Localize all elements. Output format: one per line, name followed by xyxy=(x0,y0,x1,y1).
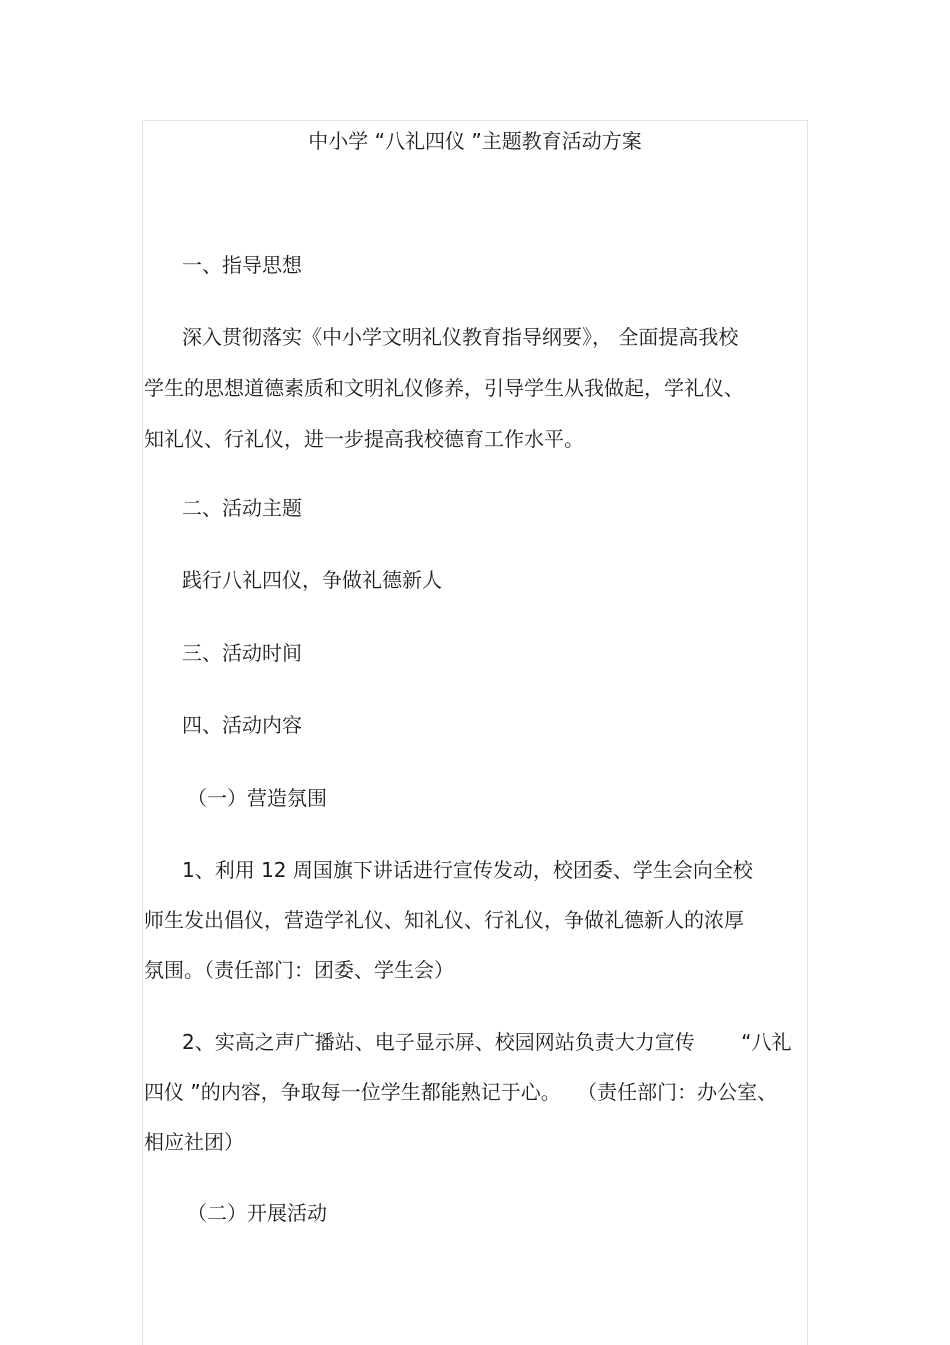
subsection-heading-activities: （二）开展活动 xyxy=(187,1201,327,1225)
paragraph-line: 践行八礼四仪，争做礼德新人 xyxy=(182,568,442,592)
paragraph-line: 知礼仪、行礼仪，进一步提高我校德育工作水平。 xyxy=(144,427,584,451)
paragraph-line: 学生的思想道德素质和文明礼仪修养，引导学生从我做起，学礼仪、 xyxy=(144,376,744,400)
paragraph-line: 相应社团） xyxy=(144,1130,244,1154)
section-heading-activity-time: 三、活动时间 xyxy=(182,641,302,665)
section-heading-activity-theme: 二、活动主题 xyxy=(182,496,302,520)
section-heading-guiding-ideology: 一、指导思想 xyxy=(182,253,302,277)
document-title: 中小学 “八礼四仪 ”主题教育活动方案 xyxy=(308,129,642,153)
paragraph-line: 师生发出倡仪，营造学礼仪、知礼仪、行礼仪，争做礼德新人的浓厚 xyxy=(144,908,744,932)
paragraph-line: 2、实高之声广播站、电子显示屏、校园网站负责大力宣传 “八礼 xyxy=(182,1030,792,1054)
section-heading-activity-content: 四、活动内容 xyxy=(182,713,302,737)
subsection-heading-atmosphere: （一）营造氛围 xyxy=(187,786,327,810)
paragraph-line: 四仪 ”的内容，争取每一位学生都能熟记于心。 （责任部门：办公室、 xyxy=(144,1080,778,1104)
paragraph-line: 1、利用 12 周国旗下讲话进行宣传发动，校团委、学生会向全校 xyxy=(182,858,753,882)
paragraph-line: 氛围。（责任部门：团委、学生会） xyxy=(144,958,454,982)
paragraph-line: 深入贯彻落实《中小学文明礼仪教育指导纲要》， 全面提高我校 xyxy=(182,325,739,349)
